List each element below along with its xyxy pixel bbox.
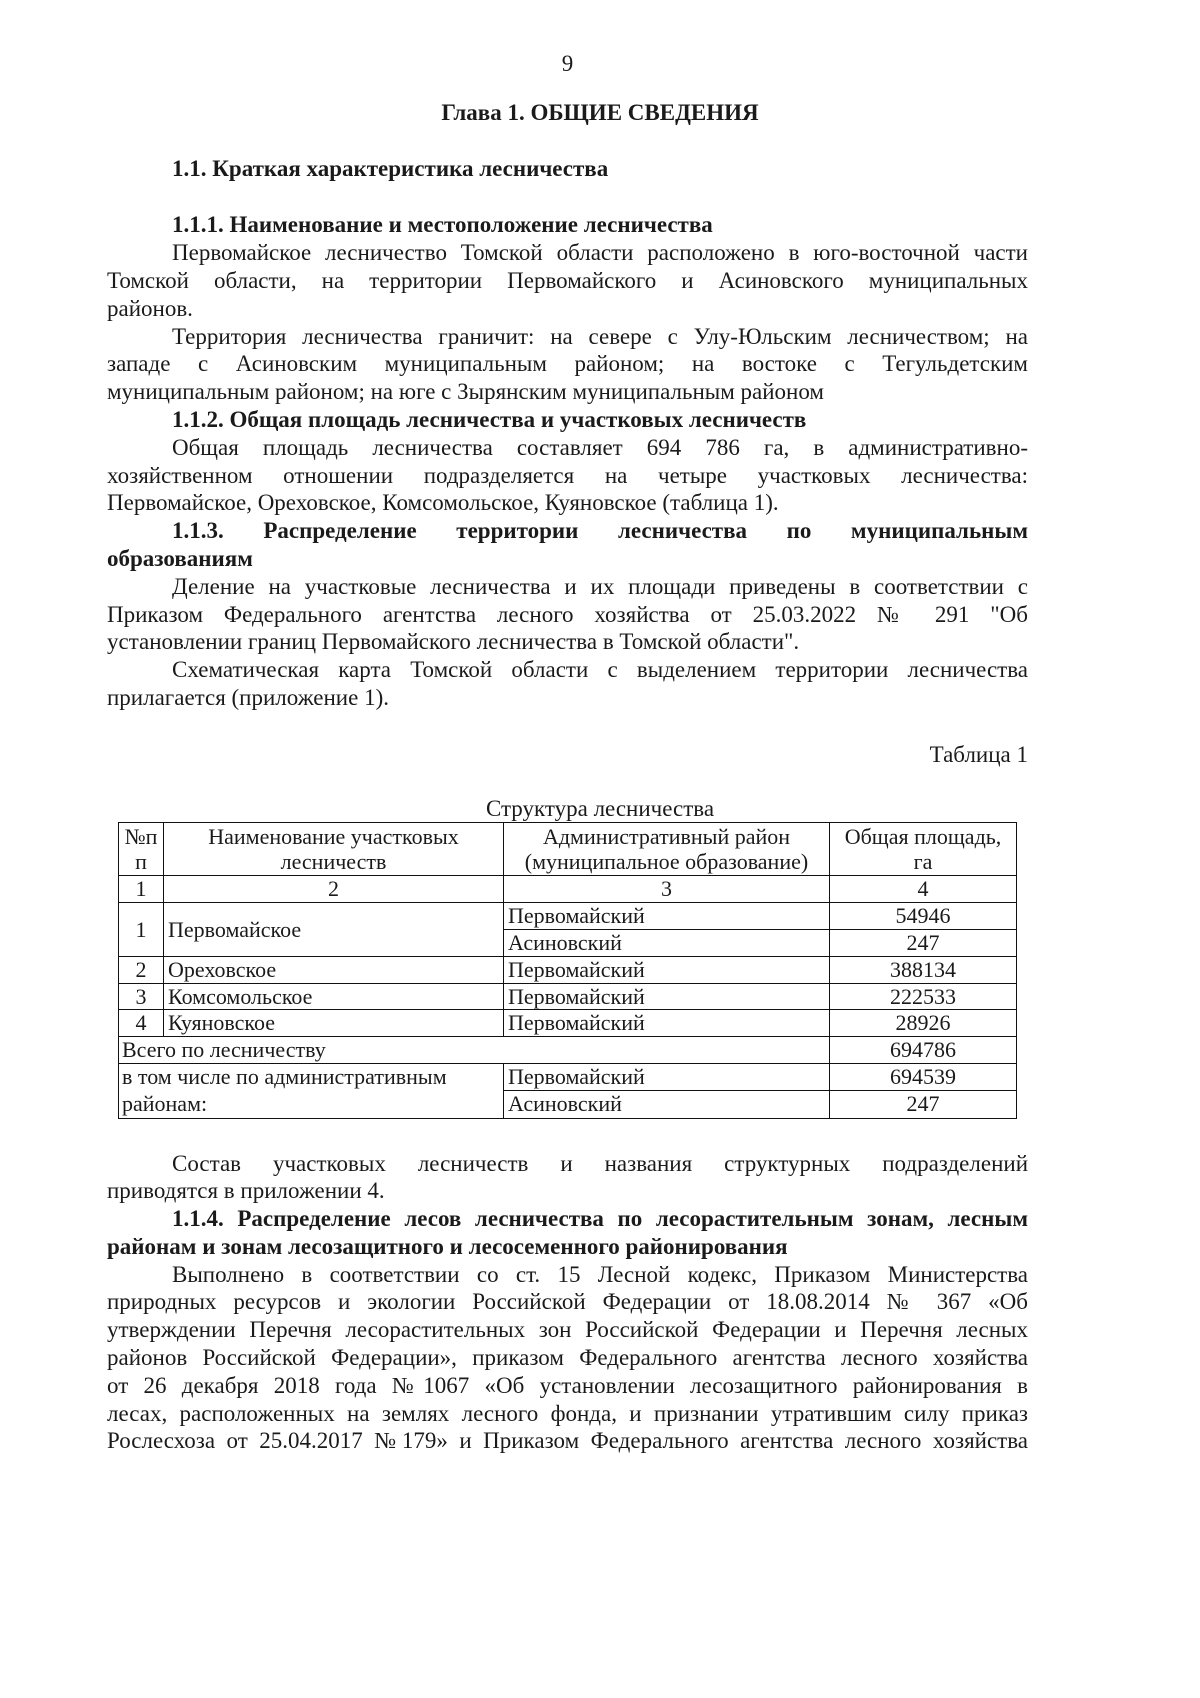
paragraph-line: западе с Асиновским муниципальным районом; на востоке с Тегульдетским <box>107 351 1028 377</box>
district-name: Асиновский <box>504 929 830 956</box>
text-column <box>107 0 1028 1455</box>
paragraph-line: Приказом Федерального агентства лесного хозяйства от 25.03.2022 № 291 "Об <box>107 601 1028 627</box>
heading-line: 1.1.3. Распределение территории лесничества по муниципальным <box>172 518 1028 544</box>
paragraph-total-area <box>107 434 1028 517</box>
paragraph-line: установлении границ Первомайского лесничества в Томской области". <box>107 629 800 655</box>
paragraph-line: лесах, расположенных на землях лесного фонда, и признании утратившим силу приказ <box>107 1400 1028 1426</box>
header-line: (муниципальное образование) <box>524 849 809 875</box>
paragraph-line: Схематическая карта Томской области с выделением территории лесничества <box>172 657 1028 683</box>
table-row <box>119 1010 1017 1037</box>
paragraph-division-order <box>107 573 1028 656</box>
table-header-row <box>119 823 1017 876</box>
paragraph-line: Состав участковых лесничеств и названия структурных подразделений <box>172 1150 1028 1176</box>
section-1-1-2-heading: 1.1.2. Общая площадь лесничества и участковых лесничеств <box>172 406 807 432</box>
paragraph-zoning-basis <box>107 1261 1028 1456</box>
table-row <box>119 903 1017 930</box>
header-line: лесничеств <box>280 849 387 875</box>
row-number: 1 <box>119 903 164 957</box>
paragraph-line: утверждении Перечня лесорастительных зон Российской Федерации и Перечня лесных <box>107 1317 1028 1343</box>
column-number: 2 <box>164 876 504 903</box>
paragraph-line: от 26 декабря 2018 года №1067 «Об установлении лесозащитного районирования в <box>107 1372 1028 1398</box>
forestry-structure-table <box>118 822 1017 1118</box>
header-number <box>119 823 164 876</box>
table-row <box>119 983 1017 1010</box>
column-number-row <box>119 876 1017 903</box>
page-number: 9 <box>561 51 574 76</box>
area-value: 247 <box>830 929 1017 956</box>
paragraph-line: Первомайское лесничество Томской области расположено в юго-восточной части <box>172 240 1028 266</box>
area-value: 388134 <box>830 956 1017 983</box>
paragraph-line: Территория лесничества граничит: на севере с Улу-Юльским лесничеством; на <box>172 323 1028 349</box>
table-title: Структура лесничества <box>485 795 715 821</box>
column-number: 1 <box>119 876 164 903</box>
paragraph-line: Первомайское, Ореховское, Комсомольское, Куяновское (таблица 1). <box>107 490 779 516</box>
paragraph-line: Деление на участковые лесничества и их площади приведены в соответствии с <box>172 573 1028 599</box>
header-line: №п <box>124 824 158 850</box>
area-value: 54946 <box>830 903 1017 930</box>
header-forestry-name <box>164 823 504 876</box>
row-number: 2 <box>119 956 164 983</box>
paragraph-forestry-borders <box>107 323 1028 406</box>
district-name: Асиновский <box>504 1091 830 1118</box>
paragraph-forestry-composition <box>107 1150 1028 1206</box>
district-name: Первомайский <box>504 1010 830 1037</box>
paragraph-line: муниципальным районом; на юге с Зырянским муниципальным районом <box>107 379 824 405</box>
heading-line: образованиям <box>107 545 253 571</box>
section-1-1-4-heading <box>107 1205 1028 1261</box>
row-number: 4 <box>119 1010 164 1037</box>
column-number: 3 <box>504 876 830 903</box>
header-line: Административный район <box>542 824 791 850</box>
area-value: 247 <box>830 1091 1017 1118</box>
area-value: 222533 <box>830 983 1017 1010</box>
total-row <box>119 1037 1017 1064</box>
section-1-1-3-heading <box>107 517 1028 573</box>
section-1-1-heading: 1.1. Краткая характеристика лесничества <box>172 155 609 181</box>
district-name: Первомайский <box>504 903 830 930</box>
header-line: Общая площадь, <box>844 824 1002 850</box>
by-district-row <box>119 1063 1017 1090</box>
area-value: 28926 <box>830 1010 1017 1037</box>
forestry-name: Комсомольское <box>164 983 504 1010</box>
forestry-name: Ореховское <box>164 956 504 983</box>
by-district-label <box>119 1063 504 1118</box>
area-value: 694539 <box>830 1063 1017 1090</box>
paragraph-line: Общая площадь лесничества составляет 694 786 га, в административно- <box>172 434 1028 460</box>
paragraph-line: районов Российской Федерации», приказом Федерального агентства лесного хозяйства <box>107 1345 1028 1371</box>
district-name: Первомайский <box>504 956 830 983</box>
header-total-area <box>830 823 1017 876</box>
paragraph-line: природных ресурсов и экологии Российской Федерации от 18.08.2014 № 367 «Об <box>107 1289 1028 1315</box>
header-line: га <box>913 849 933 875</box>
table-label: Таблица 1 <box>929 741 1028 767</box>
paragraph-line: приводятся в приложении 4. <box>107 1178 385 1204</box>
label-line: в том числе по административным <box>122 1063 447 1089</box>
heading-line: 1.1.4. Распределение лесов лесничества по лесорастительным зонам, лесным <box>172 1206 1028 1232</box>
heading-line: районам и зонам лесозащитного и лесосеменного районирования <box>107 1233 788 1259</box>
paragraph-line: Рослесхоза от 25.04.2017 №179» и Приказом Федерального агентства лесного хозяйства <box>107 1428 1028 1454</box>
header-line: п <box>135 849 147 875</box>
column-number: 4 <box>830 876 1017 903</box>
total-area: 694786 <box>830 1037 1017 1064</box>
total-label: Всего по лесничеству <box>119 1037 830 1064</box>
paragraph-line: районов. <box>107 295 193 321</box>
row-number: 3 <box>119 983 164 1010</box>
paragraph-schematic-map <box>107 656 1028 712</box>
district-name: Первомайский <box>504 983 830 1010</box>
paragraph-line: хозяйственном отношении подразделяется на четыре участковых лесничества: <box>107 462 1028 488</box>
header-line: Наименование участковых <box>208 824 459 850</box>
chapter-title: Глава 1. ОБЩИЕ СВЕДЕНИЯ <box>441 99 759 125</box>
header-district <box>504 823 830 876</box>
section-1-1-1-heading: 1.1.1. Наименование и местоположение лесничества <box>172 212 713 238</box>
paragraph-forestry-location <box>107 239 1028 322</box>
paragraph-line: прилагается (приложение 1). <box>107 684 389 710</box>
label-line: районам: <box>122 1090 208 1116</box>
paragraph-line: Выполнено в соответствии со ст. 15 Лесной кодекс, Приказом Министерства <box>172 1261 1028 1287</box>
paragraph-line: Томской области, на территории Первомайского и Асиновского муниципальных <box>107 267 1028 293</box>
forestry-name: Куяновское <box>164 1010 504 1037</box>
district-name: Первомайский <box>504 1063 830 1090</box>
forestry-name: Первомайское <box>164 903 504 957</box>
table-row <box>119 956 1017 983</box>
